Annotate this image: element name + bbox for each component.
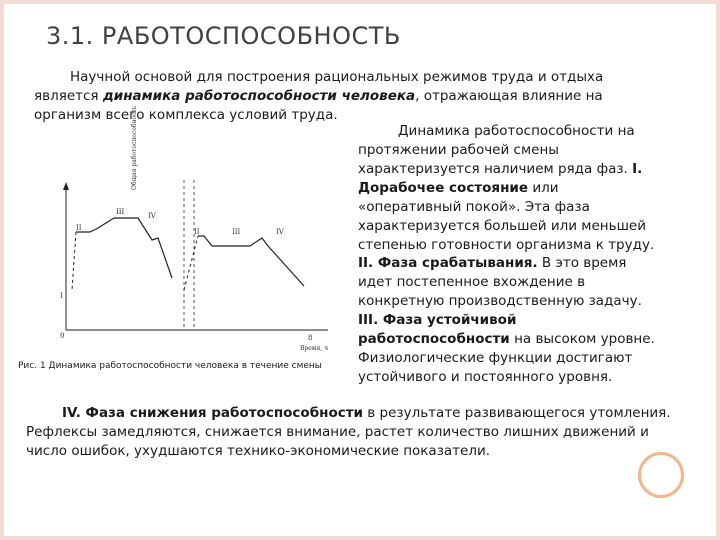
intro-text-after: , отражающая влияние на организм всего комплекса условий труда. <box>34 88 603 123</box>
decorative-circle <box>638 452 684 498</box>
phase-label-i: I <box>60 292 63 300</box>
phase-3-title: III. Фаза устойчивой работоспособности <box>358 312 517 347</box>
curve-before-break <box>76 218 172 278</box>
intro-paragraph <box>34 68 654 125</box>
curve-drop-dashed <box>184 236 198 290</box>
phase-4-paragraph <box>26 404 686 461</box>
phase-label-ii-b: II <box>194 228 200 236</box>
phase-label-iv-b: IV <box>276 228 284 236</box>
phase-label-iii-a: III <box>116 208 125 216</box>
phase-intro-text: Динамика работоспособности на протяжении рабочей смены характеризуется наличием ряда фаз. <box>358 123 635 177</box>
curve-after-break <box>198 236 304 286</box>
phase-1-title: I. Дорабочее состояние <box>358 161 643 196</box>
phase-4-text: в результате развивающегося утомления. Рефлексы замедляются, снижается внимание, растет количество лишних движений и число ошибок, ухудшаются технико-экономические показатели. <box>26 405 671 459</box>
figure-svg <box>18 105 348 355</box>
curve-rise-dashed <box>72 232 76 290</box>
phase-1-text: или «оперативный покой». Эта фаза характеризуется большей или меньшей степенью готовности организма к труду. <box>358 180 655 253</box>
origin-label: 0 <box>60 332 65 340</box>
phase-label-iii-b: III <box>232 228 241 236</box>
phase-label-ii-a: II <box>76 224 82 232</box>
work-capacity-figure <box>18 105 348 355</box>
phase-3-paragraph <box>358 311 658 387</box>
phase-1-paragraph <box>358 122 658 255</box>
ylabel-text: Общая работоспособность <box>131 105 138 190</box>
phase-4-title: IV. Фаза снижения работоспособности <box>62 405 364 421</box>
phase-label-iv-a: IV <box>148 212 156 220</box>
figure-caption: Рис. 1 Динамика работоспособности человека в течение смены <box>18 361 322 371</box>
phase-2-text: В это время идет постепенное вхождение в конкретную производственную задачу. <box>358 255 642 309</box>
intro-emphasis: динамика работоспособности человека <box>102 88 416 104</box>
y-axis-arrow <box>63 182 69 190</box>
page-title: 3.1. РАБОТОСПОСОБНОСТЬ <box>46 22 401 50</box>
xlabel-text: Время, ч <box>300 345 329 352</box>
phase-2-title: II. Фаза срабатывания. <box>358 255 538 271</box>
intro-text-before: Научной основой для построения рациональных режимов труда и отдыха является <box>34 69 604 104</box>
phase-3-text: на высоком уровне. Физиологические функции достигают устойчивого и постоянного уровня. <box>358 331 655 385</box>
phase-2-paragraph <box>358 254 658 311</box>
x-end-label: 8 <box>308 334 313 342</box>
